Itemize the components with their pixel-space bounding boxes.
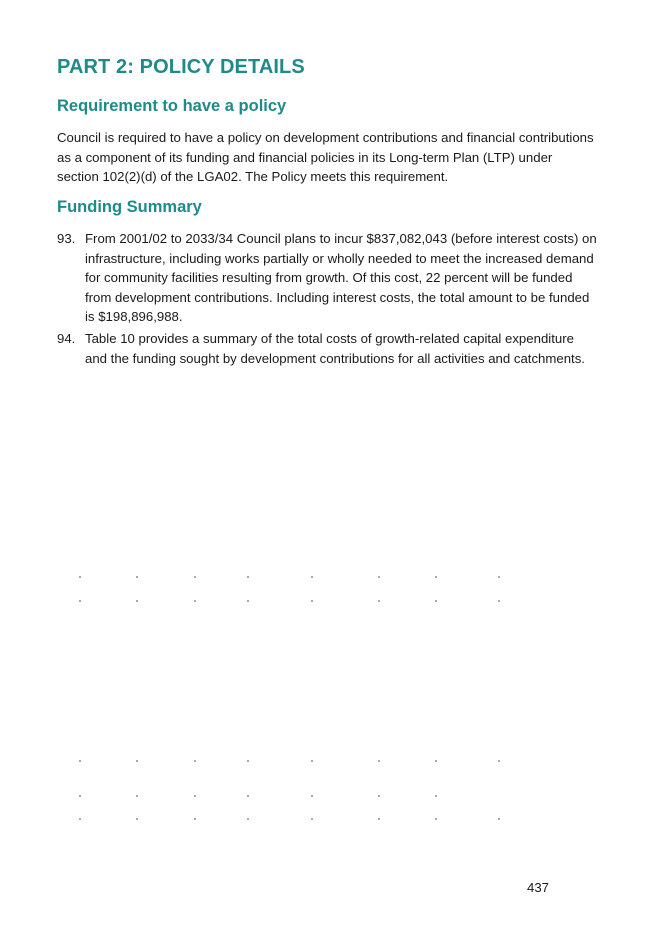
faint-table-rule (0, 795, 645, 799)
paragraph-number: 93. (57, 231, 76, 246)
funding-summary-heading: Funding Summary (57, 198, 202, 216)
paragraph-number: 94. (57, 331, 76, 346)
numbered-paragraph-93 (57, 229, 597, 327)
requirement-heading: Requirement to have a policy (57, 97, 287, 115)
faint-table-rule (0, 760, 645, 764)
faint-table-rule (0, 576, 645, 580)
requirement-paragraph: Council is required to have a policy on development contributions and financial contributions as a component of its funding and financial policies in its Long-term Plan (LTP) under section 102(2)(d) of the LGA02. The Policy meets this requirement. (57, 130, 594, 184)
page-heading: PART 2: POLICY DETAILS (57, 56, 305, 78)
paragraph-text: Table 10 provides a summary of the total costs of growth-related capital expenditure and the funding sought by development contributions for all activities and catchments. (85, 331, 585, 366)
numbered-paragraph-94 (57, 329, 597, 368)
faint-table-rule (0, 818, 645, 822)
page-number: 437 (527, 880, 550, 895)
paragraph-text: From 2001/02 to 2033/34 Council plans to incur $837,082,043 (before interest costs) on infrastructure, including works partially or wholly needed to meet the increased demand for community facilities resulting from growth. Of this cost, 22 percent will be funded from development contributions. Including interest costs, the total amount to be funded is $198,896,988. (85, 231, 597, 324)
faint-table-rule (0, 600, 645, 604)
